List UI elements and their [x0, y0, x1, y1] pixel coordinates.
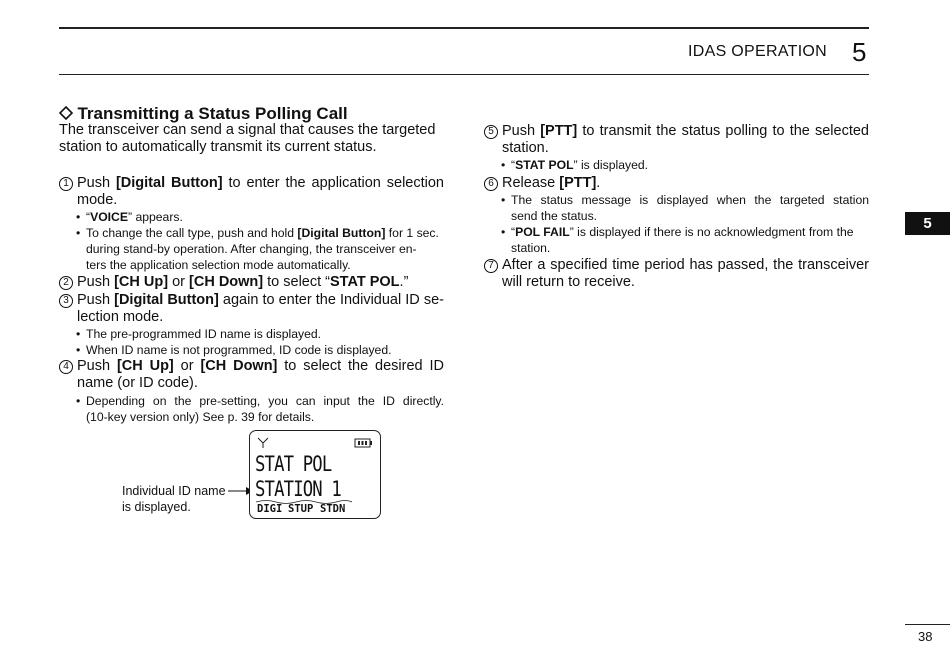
- bullet-item: • Depending on the pre-setting, you can input the ID directly. (10-key version only) See p. 39 for details.: [76, 394, 444, 424]
- step-text: Push [Digital Button] to enter the application selection: [77, 175, 444, 191]
- step-4: 4 Push [CH Up] or [CH Down] to select the desired ID name (or ID code).: [59, 358, 444, 392]
- step-1: [59, 175, 444, 209]
- bullet-item: • “STAT POL” is displayed.: [501, 158, 649, 172]
- header-bottom-rule: [59, 74, 869, 75]
- bullet-item: • The status message is displayed when the targeted station send the status.: [501, 193, 869, 223]
- step-7: 7 After a specified time period has passed, the transceiver will return to receive.: [484, 257, 869, 291]
- step-number: 5: [484, 123, 500, 140]
- step-text-cont: mode.: [77, 192, 118, 208]
- callout-label: Individual ID name is displayed.: [122, 484, 226, 514]
- step-number: 1: [59, 175, 75, 192]
- step-number: 7: [484, 257, 500, 274]
- bullet-item: • “POL FAIL” is displayed if there is no acknowledgment from the station.: [501, 225, 854, 255]
- step-6: 6 Release [PTT].: [484, 175, 869, 192]
- bullet-item: • To change the call type, push and hold [Digital Button] for 1 sec. during stand-by operation. After changing, the transceiver en- ters the application selection mode automatically.: [76, 226, 439, 272]
- antenna-icon: [257, 437, 269, 449]
- step-number: 3: [59, 292, 75, 309]
- step-5: 5 Push [PTT] to transmit the status polling to the selected station.: [484, 123, 869, 157]
- lcd-display: [249, 430, 381, 519]
- intro-line: station to automatically transmit its current status.: [59, 139, 377, 155]
- step-3: 3 Push [Digital Button] again to enter the Individual ID se- lection mode.: [59, 292, 444, 326]
- section-number: 5: [852, 37, 867, 67]
- diamond-outline-icon: [59, 106, 73, 120]
- step-number: 6: [484, 175, 500, 192]
- lcd-menu-digi: DIGI: [257, 503, 283, 515]
- section-heading: [59, 104, 348, 124]
- heading-text: Transmitting a Status Polling Call: [77, 104, 348, 123]
- chapter-tab: 5: [905, 212, 950, 235]
- lcd-menu-stdn: STDN: [320, 503, 346, 515]
- intro-line: The transceiver can send a signal that causes the targeted: [59, 122, 436, 138]
- step-2: 2 Push [CH Up] or [CH Down] to select “STAT POL.”: [59, 274, 444, 291]
- step-number: 2: [59, 274, 75, 291]
- bullet-item: • The pre-programmed ID name is displayed.: [76, 327, 322, 341]
- battery-icon: [354, 438, 373, 448]
- step-number: 4: [59, 358, 75, 375]
- bullet-item: • When ID name is not programmed, ID code is displayed.: [76, 343, 392, 357]
- lcd-underline: [256, 499, 352, 504]
- header-top-rule: [59, 27, 869, 29]
- section-title: IDAS OPERATION: [688, 43, 828, 60]
- footer-rule: [905, 624, 950, 625]
- lcd-line-2: STATION 1: [255, 477, 341, 501]
- lcd-menu-stup: STUP: [288, 503, 314, 515]
- page-number: 38: [918, 629, 933, 644]
- bullet-item: • “VOICE” appears.: [76, 210, 183, 224]
- intro-paragraph: [59, 122, 444, 156]
- lcd-line-1: STAT POL: [255, 452, 332, 476]
